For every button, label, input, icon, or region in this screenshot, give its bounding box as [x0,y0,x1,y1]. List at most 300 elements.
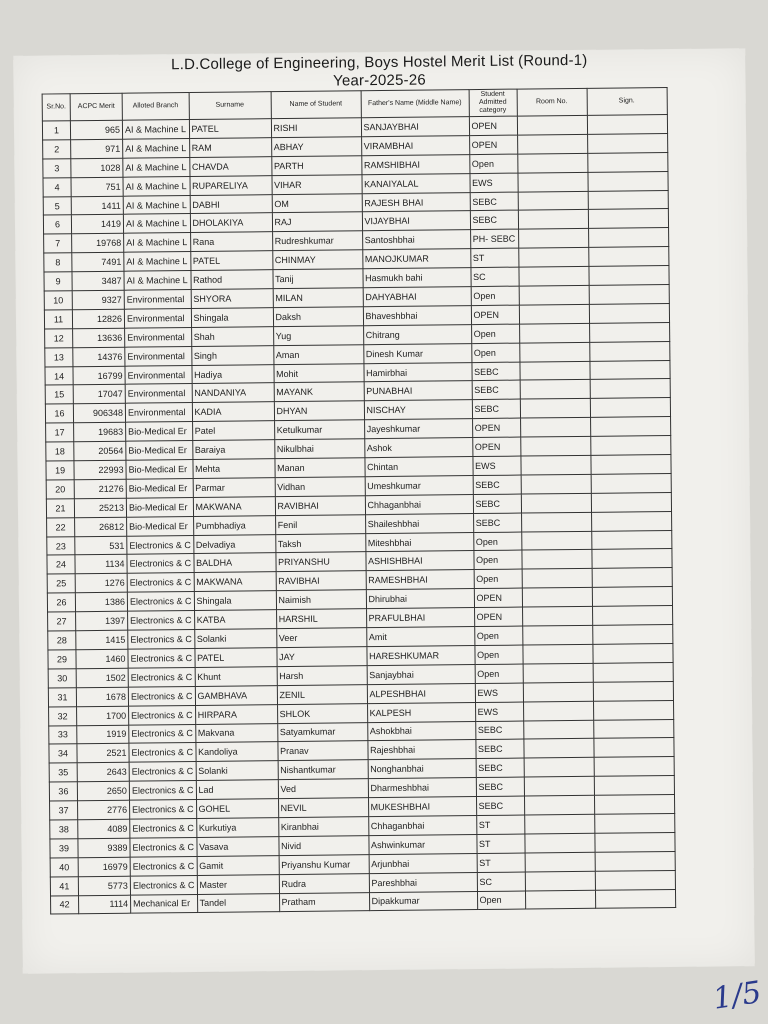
table-cell: GOHEL [196,799,278,819]
table-cell: Rajeshbhai [367,740,475,760]
table-cell: AI & Machine L [123,176,190,196]
table-cell: Electronics & C [129,743,196,763]
table-cell: Open [471,343,519,362]
table-cell: Sanjaybhai [367,664,475,684]
table-cell: Chintan [364,457,472,477]
table-cell: BALDHA [193,553,275,573]
table-cell [594,757,674,777]
table-cell: VIJAYBHAI [362,211,470,231]
table-cell: 3 [43,159,71,178]
table-cell: Pumbhadiya [193,515,275,535]
table-cell: MUKESHBHAI [368,797,476,817]
table-cell [590,417,670,437]
table-cell: Electronics & C [127,554,194,574]
table-cell: Environmental [125,327,192,347]
table-cell [519,361,589,381]
table-cell: 971 [71,139,123,158]
table-cell [523,663,593,683]
table-cell: Khunt [195,666,277,686]
table-cell: Baraiya [192,440,274,460]
table-cell [517,115,587,135]
table-cell: OPEN [471,305,519,324]
table-cell: 7491 [72,252,124,271]
table-cell: ASHISHBHAI [365,551,473,571]
table-cell: OPEN [469,135,517,154]
table-cell: RAVIBHAI [276,571,366,591]
table-cell: Chitrang [363,324,471,344]
table-cell: 4 [43,177,71,196]
table-cell [595,889,675,909]
table-cell: 20564 [74,441,126,460]
table-cell [525,852,595,872]
table-cell: Vidhan [275,477,365,497]
table-cell [594,776,674,796]
table-cell: Kurkutiya [196,818,278,838]
table-cell: Taksh [275,533,365,553]
table-cell: Nivid [278,836,368,856]
document-title: L.D.College of Engineering, Boys Hostel Merit List (Round-1) [171,51,588,74]
table-cell: Daksh [273,307,363,327]
table-cell: Mechanical Er [131,894,198,914]
table-cell: 2521 [77,744,129,763]
table-cell: 41 [50,876,78,895]
table-cell: Hamirbhai [363,362,471,382]
table-cell: 5 [43,196,71,215]
table-cell: SC [470,267,518,286]
table-cell: Solanki [194,629,276,649]
table-cell: Environmental [125,365,192,385]
table-cell: PATEL [189,119,271,139]
table-cell [593,700,673,720]
table-cell [587,115,667,135]
table-cell [520,418,590,438]
table-cell: 20 [46,480,74,499]
table-cell: 19683 [74,422,126,441]
table-cell: 1114 [79,895,131,914]
table-cell [518,266,588,286]
table-cell [591,473,671,493]
table-cell [594,795,674,815]
table-cell [525,871,595,891]
table-cell: Rana [190,232,272,252]
table-cell: 37 [50,801,78,820]
table-cell: 12 [45,329,73,348]
table-cell: Manan [274,458,364,478]
table-cell: 18 [46,442,74,461]
column-header: ACPC Merit [70,93,122,121]
table-cell: Environmental [125,403,192,423]
table-cell: AI & Machine L [123,138,190,158]
table-cell [587,152,667,172]
table-cell: AI & Machine L [123,214,190,234]
table-cell: 8 [44,253,72,272]
table-cell: 24 [47,555,75,574]
table-cell: 16 [45,404,73,423]
table-cell: MILAN [273,288,363,308]
table-cell: DHYAN [274,401,364,421]
column-header: Sr.No. [42,94,70,121]
table-cell [521,512,591,532]
table-cell: SEBC [470,211,518,230]
table-cell: 1415 [76,630,128,649]
table-cell: Ketulkumar [274,420,364,440]
table-cell: Dhirubhai [366,589,474,609]
table-cell [522,625,592,645]
table-cell [592,606,672,626]
table-cell: Dharmeshbhai [368,778,476,798]
table-cell: 23 [47,536,75,555]
table-cell: Shingala [194,591,276,611]
table-cell [522,606,592,626]
table-cell: Hasmukh bahi [362,268,470,288]
column-header: Name of Student [271,91,361,119]
table-cell: 1397 [76,611,128,630]
table-cell: 2650 [77,781,129,800]
table-cell: Singh [191,345,273,365]
column-header: Surname [189,92,271,120]
table-cell: SEBC [473,475,521,494]
table-cell: Electronics & C [130,875,197,895]
table-cell: Tanij [272,269,362,289]
table-cell [592,643,672,663]
table-body [42,115,675,915]
table-cell: 15 [45,385,73,404]
table-cell: 1919 [77,725,129,744]
table-cell [593,719,673,739]
table-cell: SEBC [473,513,521,532]
table-cell: SEBC [471,362,519,381]
table-cell: Priyanshu Kumar [279,854,369,874]
table-cell: Ashok [364,438,472,458]
table-cell: Electronics & C [129,724,196,744]
table-cell: Pareshbhai [369,872,477,892]
table-cell: NANDANIYA [192,383,274,403]
table-cell [590,398,670,418]
table-cell [520,399,590,419]
table-cell: Jayeshkumar [364,419,472,439]
table-cell [518,248,588,268]
table-cell [523,682,593,702]
table-cell [523,701,593,721]
table-cell: 30 [48,669,76,688]
table-cell: Electronics & C [130,837,197,857]
table-cell: Open [471,286,519,305]
table-cell: Environmental [124,290,191,310]
table-cell: AI & Machine L [122,120,189,140]
table-cell [590,436,670,456]
table-cell: DAHYABHAI [363,287,471,307]
table-cell: VIRAMBHAI [361,135,469,155]
table-cell [594,832,674,852]
table-cell: 21276 [74,479,126,498]
table-cell: ST [470,248,518,267]
table-cell [524,795,594,815]
table-cell: Bhaveshbhai [363,305,471,325]
table-cell: OPEN [472,418,520,437]
table-cell: CHINMAY [272,250,362,270]
table-cell: 17047 [73,385,125,404]
table-cell: 22993 [74,460,126,479]
table-cell: Dinesh Kumar [363,343,471,363]
table-cell: HIRPARA [195,704,277,724]
table-cell: RAJ [272,212,362,232]
table-cell [592,587,672,607]
table-cell: Rudreshkumar [272,231,362,251]
table-cell: Solanki [196,761,278,781]
table-cell: Electronics & C [130,800,197,820]
table-cell: 1460 [76,649,128,668]
table-cell: ST [476,815,524,834]
table-cell: RISHI [271,118,361,138]
table-cell: Hadiya [191,364,273,384]
table-cell: 1028 [71,158,123,177]
table-cell: 1419 [71,215,123,234]
table-cell [593,738,673,758]
table-cell: 1 [42,121,70,140]
table-cell: Bio-Medical Er [126,422,193,442]
table-cell: RAM [189,138,271,158]
table-cell: AI & Machine L [124,271,191,291]
table-cell [524,776,594,796]
table-cell: Environmental [124,308,191,328]
table-cell: RAVIBHAI [275,496,365,516]
table-cell: SEBC [476,758,524,777]
table-cell: RUPARELIYA [190,175,272,195]
table-cell [592,568,672,588]
table-cell [521,531,591,551]
table-cell: Shingala [191,308,273,328]
column-header: Sign. [587,88,667,116]
table-cell: MAYANK [274,382,364,402]
table-cell: 28 [48,631,76,650]
table-cell: PH- SEBC [470,229,518,248]
table-cell: 6 [43,215,71,234]
table-cell [520,436,590,456]
table-cell: EWS [475,683,523,702]
table-cell [591,492,671,512]
table-cell [593,662,673,682]
table-cell: Ved [278,779,368,799]
table-cell: 2 [43,140,71,159]
table-cell: 9 [44,272,72,291]
table-cell [589,360,669,380]
table-cell: Lad [196,780,278,800]
table-cell: Electronics & C [127,592,194,612]
table-cell: 32 [49,706,77,725]
table-cell [521,474,591,494]
table-cell: Electronics & C [127,535,194,555]
table-cell: 25 [47,574,75,593]
table-cell: 17 [46,423,74,442]
table-cell [517,172,587,192]
table-cell [588,209,668,229]
table-cell: 1502 [76,668,128,687]
table-cell [588,266,668,286]
table-cell [525,890,595,910]
table-cell [522,644,592,664]
table-cell: Pranav [277,741,367,761]
table-cell [595,851,675,871]
table-cell [589,341,669,361]
table-cell: SEBC [475,739,523,758]
table-cell [522,569,592,589]
table-cell: 4089 [78,819,130,838]
table-cell: ABHAY [271,137,361,157]
table-cell: Electronics & C [130,856,197,876]
table-cell [520,455,590,475]
table-cell: 16979 [78,857,130,876]
table-cell: Master [197,874,279,894]
table-cell: 25213 [74,498,126,517]
table-cell: OM [272,193,362,213]
table-cell: Electronics & C [128,648,195,668]
table-cell: 14376 [73,347,125,366]
table-cell: 12826 [72,309,124,328]
table-cell: Kiranbhai [278,817,368,837]
table-cell: SC [477,872,525,891]
table-cell: PRAFULBHAI [366,608,474,628]
table-cell: EWS [469,173,517,192]
table-cell: 13 [45,347,73,366]
table-cell: 9389 [78,838,130,857]
table-cell: Gamit [197,855,279,875]
table-cell [588,190,668,210]
table-cell: Electronics & C [130,818,197,838]
table-cell: Bio-Medical Er [126,478,193,498]
table-cell [592,625,672,645]
table-cell: Open [469,154,517,173]
table-cell: Satyamkumar [277,722,367,742]
table-cell: HARSHIL [276,609,366,629]
table-cell: 21 [46,499,74,518]
table-cell: Aman [273,344,363,364]
table-cell: VIHAR [272,174,362,194]
table-cell: 965 [70,120,122,139]
table-cell: Chhaganbhai [365,494,473,514]
table-cell [589,322,669,342]
table-cell [517,134,587,154]
table-cell: SANJAYBHAI [361,117,469,137]
table-cell: Open [475,664,523,683]
table-cell: PRIYANSHU [275,552,365,572]
table-cell: Parmar [193,478,275,498]
table-cell: EWS [472,456,520,475]
table-cell: SEBC [475,721,523,740]
table-cell: Dipakkumar [369,891,477,911]
table-cell: Environmental [125,346,192,366]
document-year: Year-2025-26 [333,71,426,90]
table-cell: GAMBHAVA [195,685,277,705]
table-cell: Harsh [277,666,367,686]
table-cell: Santoshbhai [362,230,470,250]
table-cell [518,229,588,249]
table-cell: 38 [50,820,78,839]
table-cell [588,247,668,267]
table-cell: 7 [44,234,72,253]
table-cell [587,171,667,191]
table-cell: Open [471,324,519,343]
table-cell: 9327 [72,290,124,309]
table-cell: RAMESHBHAI [366,570,474,590]
table-cell: 10 [44,291,72,310]
table-cell: PATEL [194,648,276,668]
table-cell: 36 [49,782,77,801]
table-cell: Nonghanbhai [368,759,476,779]
column-header: Alloted Branch [122,93,189,121]
table-cell [590,379,670,399]
table-cell: DABHI [190,194,272,214]
table-cell: Naimish [276,590,366,610]
table-cell: Arjunbhai [369,853,477,873]
table-cell: 2643 [77,762,129,781]
table-cell [520,380,590,400]
table-cell: 1386 [75,592,127,611]
table-cell: ZENIL [277,684,367,704]
table-cell: Rathod [191,270,273,290]
table-cell: 22 [47,517,75,536]
table-cell: 33 [49,725,77,744]
table-cell: Tandel [197,893,279,913]
table-cell [594,813,674,833]
column-header: Room No. [517,88,587,116]
table-cell: Miteshbhai [365,532,473,552]
table-cell: 31 [48,687,76,706]
table-cell: 1276 [75,574,127,593]
table-cell: 39 [50,839,78,858]
table-cell: 19768 [72,234,124,253]
table-cell [517,153,587,173]
table-cell: OPEN [474,588,522,607]
table-cell: Bio-Medical Er [126,441,193,461]
table-cell: Bio-Medical Er [126,460,193,480]
table-cell: SEBC [472,399,520,418]
table-cell: KATBA [194,610,276,630]
table-cell: RAJESH BHAI [362,192,470,212]
table-cell: Open [477,891,525,910]
table-cell [591,511,671,531]
table-cell: 14 [45,366,73,385]
table-cell [589,285,669,305]
table-cell: 40 [50,857,78,876]
table-cell: 29 [48,650,76,669]
table-cell: SEBC [476,777,524,796]
table-cell: SEBC [470,192,518,211]
table-cell [519,285,589,305]
table-cell: AI & Machine L [123,195,190,215]
table-cell: 2776 [78,800,130,819]
column-header: Student Admitted category [469,89,517,117]
table-cell: Umeshkumar [365,475,473,495]
table-cell: Delvadiya [193,534,275,554]
table-cell: 531 [75,536,127,555]
table-cell: Shah [191,326,273,346]
table-cell: Rudra [279,873,369,893]
table-cell [518,210,588,230]
table-cell [524,758,594,778]
table-cell: 27 [48,612,76,631]
table-cell: PARTH [271,155,361,175]
table-cell: KALPESH [367,702,475,722]
table-cell: Nishantkumar [278,760,368,780]
table-cell: Makvana [195,723,277,743]
table-cell: SEBC [476,796,524,815]
table-cell [588,228,668,248]
table-cell: KANAIYALAL [362,173,470,193]
table-cell: 26 [47,593,75,612]
table-cell: Ashwinkumar [368,834,476,854]
table-cell [591,530,671,550]
table-cell [518,191,588,211]
